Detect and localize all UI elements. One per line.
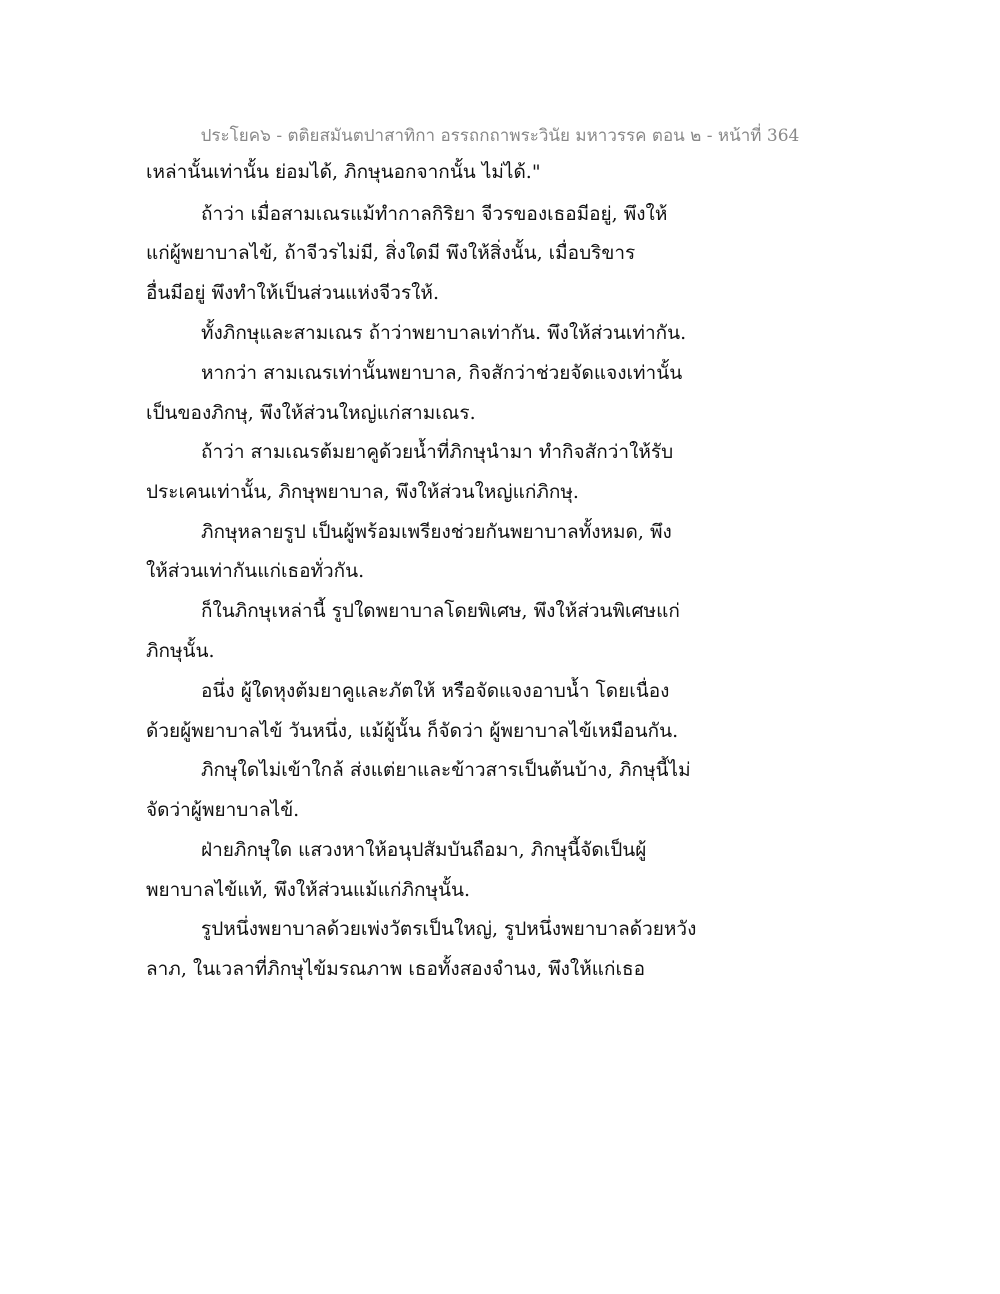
text-line: ประเคนเท่านั้น, ภิกษุพยาบาล, พึงให้ส่วนใหญ่แก่ภิกษุ. (146, 481, 579, 503)
text-line: ลาภ, ในเวลาที่ภิกษุไข้มรณภาพ เธอทั้งสองจำนง, พึงให้แก่เธอ (146, 958, 645, 980)
text-line: อื่นมีอยู่ พึงทำให้เป็นส่วนแห่งจีวรให้. (146, 282, 439, 304)
text-line: ให้ส่วนเท่ากันแก่เธอทั่วกัน. (146, 560, 365, 582)
text-line: ถ้าว่า สามเณรต้มยาคูด้วยน้ำที่ภิกษุนำมา ทำกิจสักว่าให้รับ (201, 441, 674, 463)
text-line: จัดว่าผู้พยาบาลไข้. (146, 799, 300, 821)
text-line: ภิกษุหลายรูป เป็นผู้พร้อมเพรียงช่วยกันพยาบาลทั้งหมด, พึง (201, 521, 672, 543)
text-line: ฝ่ายภิกษุใด แสวงหาให้อนุปสัมบันถือมา, ภิกษุนี้จัดเป็นผู้ (201, 839, 647, 861)
text-line: ภิกษุนั้น. (146, 640, 215, 662)
text-line: เหล่านั้นเท่านั้น ย่อมได้, ภิกษุนอกจากนั้น ไม่ได้." (146, 161, 541, 183)
text-line: ด้วยผู้พยาบาลไข้ วันหนึ่ง, แม้ผู้นั้น ก็จัดว่า ผู้พยาบาลไข้เหมือนกัน. (146, 720, 679, 742)
text-line: ถ้าว่า เมื่อสามเณรแม้ทำกาลกิริยา จีวรของเธอมีอยู่, พึงให้ (201, 203, 668, 225)
text-line: รูปหนึ่งพยาบาลด้วยเพ่งวัตรเป็นใหญ่, รูปหนึ่งพยาบาลด้วยหวัง (201, 918, 697, 940)
text-line: เป็นของภิกษุ, พึงให้ส่วนใหญ่แก่สามเณร. (146, 402, 476, 424)
text-line: หากว่า สามเณรเท่านั้นพยาบาล, กิจสักว่าช่วยจัดแจงเท่านั้น (201, 362, 683, 384)
running-header: ประโยค๖ - ตติยสมันตปาสาทิกา อรรถกถาพระวินัย มหาวรรค ตอน ๒ - หน้าที่ 364 (200, 126, 800, 146)
text-line: ก็ในภิกษุเหล่านี้ รูปใดพยาบาลโดยพิเศษ, พึงให้ส่วนพิเศษแก่ (201, 600, 680, 622)
text-line: พยาบาลไข้แท้, พึงให้ส่วนแม้แก่ภิกษุนั้น. (146, 879, 471, 901)
text-line: อนึ่ง ผู้ใดหุงต้มยาคูและภัตให้ หรือจัดแจงอาบน้ำ โดยเนื่อง (201, 680, 670, 702)
text-line: ภิกษุใดไม่เข้าใกล้ ส่งแต่ยาและข้าวสารเป็นต้นบ้าง, ภิกษุนี้ไม่ (201, 759, 691, 781)
text-line: ทั้งภิกษุและสามเณร ถ้าว่าพยาบาลเท่ากัน. พึงให้ส่วนเท่ากัน. (201, 322, 687, 344)
text-line: แก่ผู้พยาบาลไข้, ถ้าจีวรไม่มี, สิ่งใดมี พึงให้สิ่งนั้น, เมื่อบริขาร (146, 242, 636, 264)
